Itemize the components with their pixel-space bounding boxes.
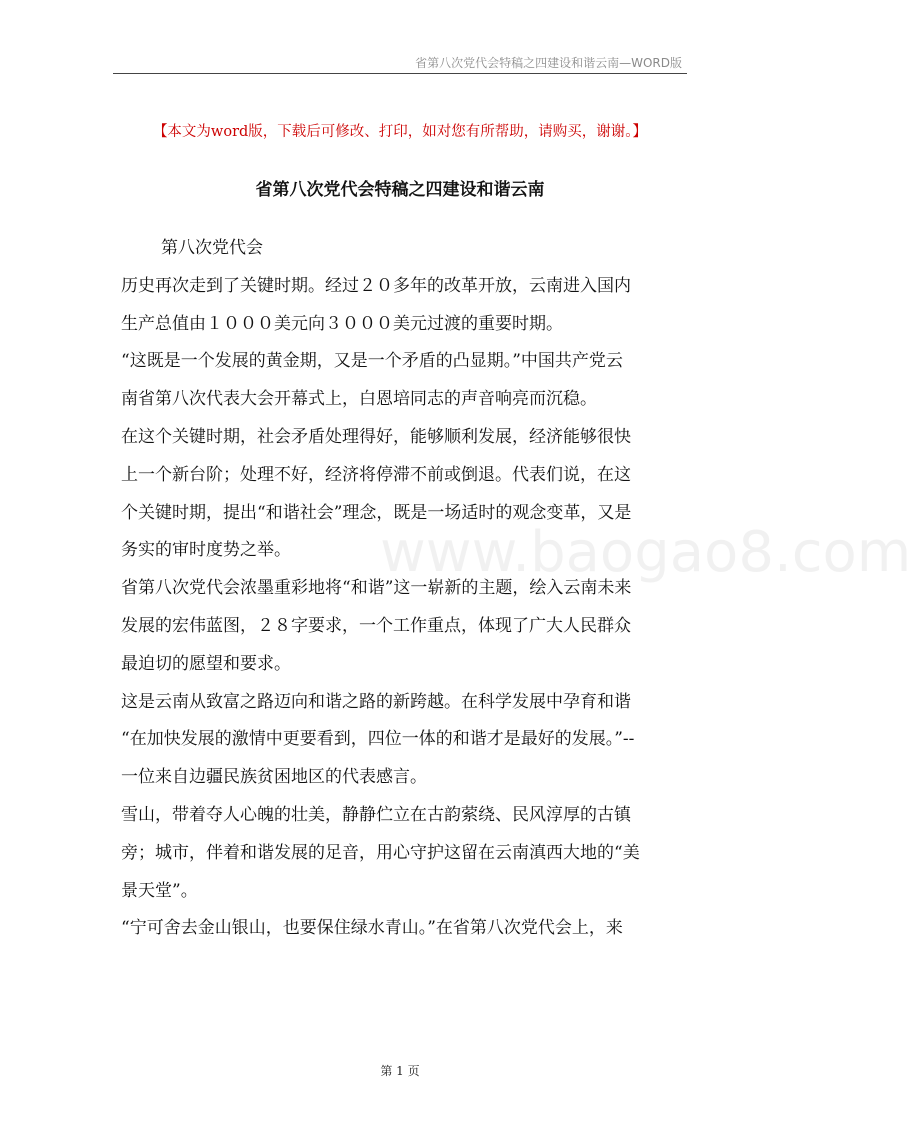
body-line: 第八次党代会 xyxy=(161,238,263,258)
body-line: 最迫切的愿望和要求。 xyxy=(121,653,291,674)
body-line: 省第八次党代会浓墨重彩地将“和谐”这一崭新的主题，绘入云南未来 xyxy=(121,578,632,599)
body-line: 务实的审时度势之举。 xyxy=(121,540,291,561)
body-line: 在这个关键时期，社会矛盾处理得好，能够顺利发展，经济能够很快 xyxy=(121,426,631,447)
body-line: 景天堂”。 xyxy=(121,880,198,901)
header-divider xyxy=(113,73,687,74)
body-line: 发展的宏伟蓝图，２８字要求，一个工作重点，体现了广大人民群众 xyxy=(121,615,631,636)
body-line: 雪山，带着夺人心魄的壮美，静静伫立在古韵萦绕、民风淳厚的古镇 xyxy=(121,804,631,825)
body-line: 历史再次走到了关键时期。经过２０多年的改革开放，云南进入国内 xyxy=(121,275,631,296)
body-line: “在加快发展的激情中更要看到，四位一体的和谐才是最好的发展。”-- xyxy=(121,729,635,750)
purchase-notice: 【本文为word版，下载后可修改、打印，如对您有所帮助，请购买，谢谢。】 xyxy=(152,124,648,140)
body-line: “这既是一个发展的黄金期，又是一个矛盾的凸显期。”中国共产党云 xyxy=(121,351,623,372)
watermark: www.baogao8.com xyxy=(380,520,911,585)
document-title: 省第八次党代会特稿之四建设和谐云南 xyxy=(255,180,545,200)
body-line: 上一个新台阶；处理不好，经济将停滞不前或倒退。代表们说，在这 xyxy=(121,464,631,485)
body-line: 生产总值由１０００美元向３０００美元过渡的重要时期。 xyxy=(121,313,563,334)
body-line: 旁；城市，伴着和谐发展的足音，用心守护这留在云南滇西大地的“美 xyxy=(121,842,640,863)
document-body xyxy=(121,230,683,948)
running-header: 省第八次党代会特稿之四建设和谐云南—WORD版 xyxy=(415,56,682,70)
body-line: 南省第八次代表大会开幕式上，白恩培同志的声音响亮而沉稳。 xyxy=(121,389,597,410)
body-line: “宁可舍去金山银山，也要保住绿水青山。”在省第八次党代会上，来 xyxy=(121,918,623,939)
body-line: 这是云南从致富之路迈向和谐之路的新跨越。在科学发展中孕育和谐 xyxy=(121,691,631,712)
body-line: 个关键时期，提出“和谐社会”理念，既是一场适时的观念变革，又是 xyxy=(121,502,632,523)
body-line: 一位来自边疆民族贫困地区的代表感言。 xyxy=(121,767,427,788)
page-number: 第 1 页 xyxy=(380,1064,420,1078)
